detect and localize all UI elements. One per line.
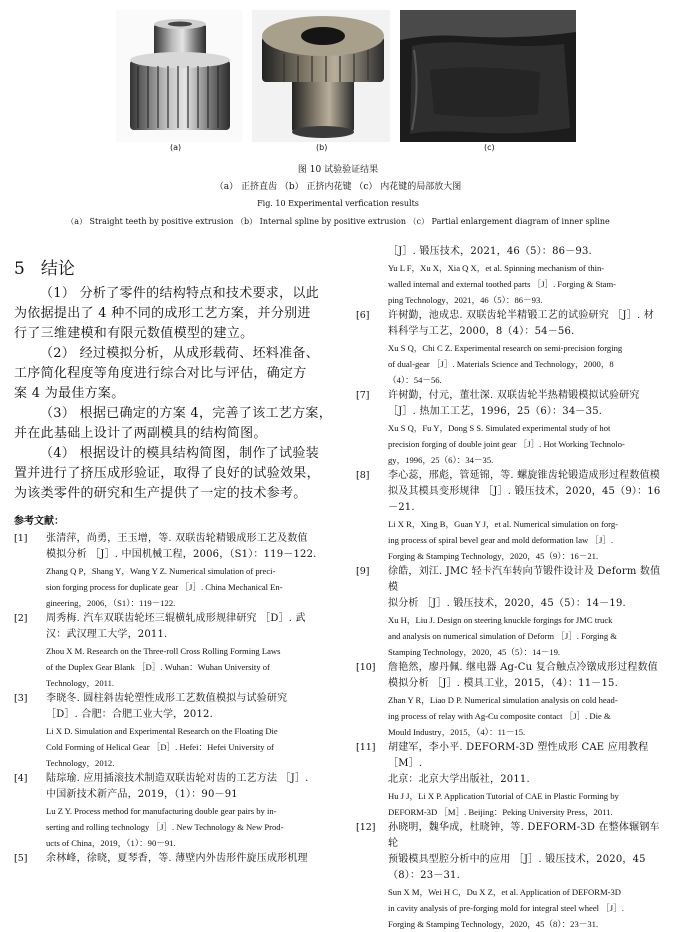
figure-caption-zh: 图 10 试验验证结果 (297, 165, 379, 175)
reference-en (388, 692, 666, 740)
reference-zh-line: 料科学与工艺，2000，8（4）：54－56. (388, 326, 575, 337)
reference-zh-line: 陆琮瑜. 应用插滚技术制造双联齿轮对齿的工艺方法 ［J］. (46, 773, 309, 784)
reference-en-line: precision forging of double joint gear ［J］. Hot Working Technolo- (388, 439, 625, 449)
reference-item (356, 740, 666, 820)
reference-zh-line: 周秀梅. 汽车双联齿轮坯三辊横轧成形规律研究 ［D］. 武 (46, 613, 306, 624)
paragraph-line: 工序简化程度等角度进行综合对比与评估，确定方 (14, 366, 307, 381)
reference-en-line: of dual-gear ［J］. Materials Science and Technology，2000，8 (388, 359, 614, 369)
reference-index: [10] (356, 662, 376, 673)
reference-index: [2] (14, 613, 28, 624)
paragraph-line: （4） 根据设计的模具结构简图，制作了试验装 (40, 446, 320, 461)
reference-en-line: ing process of relay with Ag-Cu composite contact ［J］. Die & (388, 711, 611, 721)
reference-en-line: Mould Industry，2015，（4）：11－15. (388, 727, 526, 737)
reference-en-line: Xu H，Liu J. Design on steering knuckle forgings for JMC truck (388, 615, 613, 625)
conclusion-paragraphs (14, 284, 340, 504)
figure-subcaption-zh: （a） 正挤直齿 （b） 正挤内花键 （c） 内花键的局部放大图 (214, 182, 462, 192)
reference-en-line: Xu S Q，Chi C Z. Experimental research on semi-precision forging (388, 343, 623, 353)
reference-en (388, 884, 666, 932)
reference-index: [7] (356, 390, 370, 401)
reference-item (356, 468, 666, 564)
reference-en-line: Zhang Q P，Shang Y，Wang Y Z. Numerical simulation of preci- (46, 566, 276, 576)
reference-en-line: Li X R，Xing B，Guan Y J，et al. Numerical simulation on forg- (388, 519, 619, 529)
left-column (14, 254, 340, 867)
photo-spline-closeup (400, 10, 576, 142)
reference-index: [6] (356, 310, 370, 321)
reference-index: [9] (356, 566, 370, 577)
reference-zh-line: ［J］. 锻压技术，2021，46（5）：86－93. (388, 246, 592, 257)
reference-zh (388, 308, 666, 340)
reference-en-line: Stamping Technology，2020，45（5）：14－19. (388, 647, 561, 657)
reference-item (356, 660, 666, 740)
photo-straight-teeth (116, 10, 242, 142)
reference-index: [3] (14, 693, 28, 704)
reference-item (14, 531, 340, 611)
paragraph-line: （3） 根据已确定的方案 4，完善了该工艺方案， (40, 406, 333, 421)
reference-index: [4] (14, 773, 28, 784)
paragraph-line: 案 4 为最佳方案。 (14, 386, 125, 401)
reference-zh (388, 740, 666, 788)
reference-zh (388, 660, 666, 692)
reference-item (356, 820, 666, 932)
reference-zh-line: （8）：23－31. (388, 870, 460, 881)
reference-index: [11] (356, 742, 376, 753)
panel-label-b: (b) (316, 143, 328, 152)
reference-en-line: gineering，2006，（S1）：119－122. (46, 598, 176, 608)
reference-en-line: and analysis on numerical simulation of Deform ［J］. Forging & (388, 631, 617, 641)
reference-zh (46, 611, 340, 643)
reference-en (388, 788, 666, 820)
reference-en-line: Technology，2011. (46, 678, 115, 688)
reference-zh (46, 691, 340, 723)
reference-en-line: Li X D. Simulation and Experimental Research on the Floating Die (46, 726, 278, 736)
reference-zh (388, 244, 666, 260)
panel-label-c: (c) (484, 143, 495, 152)
reference-en-line: sion forging process for duplicate gear ［J］. China Mechanical En- (46, 582, 283, 592)
reference-en-line: Hu J J，Li X P. Application Tutorial of CAE in Plastic Forming by (388, 791, 619, 801)
reference-en (46, 563, 340, 611)
reference-item (356, 564, 666, 660)
reference-en (46, 643, 340, 691)
figure-subcaption-en: （a） Straight teeth by positive extrusion （b） Internal spline by positive extrusion （c） Partial enlargement diagram of inner spline (66, 217, 610, 226)
reference-zh (388, 468, 666, 516)
reference-zh (388, 388, 666, 420)
reference-zh-line: 中国新技术新产品，2019，（1）：90－91 (46, 789, 238, 800)
reference-zh (46, 531, 340, 563)
reference-en-line: Forging & Stamping Technology，2020，45（8）：23－31. (388, 919, 599, 929)
reference-zh-line: 许树勤，付元，董壮深. 双联齿轮半热精锻模拟试验研究 (388, 390, 640, 401)
reference-zh (46, 771, 340, 803)
reference-zh-line: ［J］. 热加工工艺，1996，25（6）：34－35. (388, 406, 603, 417)
reference-en-line: Zhan Y R，Liao D P. Numerical simulation analysis on cold head- (388, 695, 618, 705)
reference-index: [1] (14, 533, 28, 544)
conclusion-paragraph (14, 344, 340, 404)
panel-label-a: (a) (170, 143, 182, 152)
reference-zh-line: 孙晓明，魏华成，杜晓钟，等. DEFORM-3D 在整体辗钢车轮 (388, 822, 660, 849)
reference-item (14, 851, 340, 867)
photo-internal-spline (252, 10, 390, 142)
paragraph-line: 为依据提出了 4 种不同的成形工艺方案，并分别进 (14, 306, 311, 321)
reference-index: [8] (356, 470, 370, 481)
references-title: 参考文献： (14, 516, 64, 527)
reference-item (14, 771, 340, 851)
paragraph-line: （1） 分析了零件的结构特点和技术要求，以此 (40, 286, 320, 301)
reference-zh-line: 张清萍，尚勇，王玉增，等. 双联齿轮精锻成形工艺及数值 (46, 533, 308, 544)
conclusion-paragraph (14, 284, 340, 344)
reference-item (14, 611, 340, 691)
reference-en-line: ucts of China，2019，（1）：90－91. (46, 838, 176, 848)
section-heading (14, 254, 340, 284)
reference-en (388, 260, 666, 308)
reference-en-line: of the Duplex Gear Blank ［D］. Wuhan：Wuhan University of (46, 662, 270, 672)
reference-en-line: gy，1996，25（6）：34－35. (388, 455, 494, 465)
reference-en (388, 516, 666, 564)
conclusion-paragraph (14, 444, 340, 504)
reference-item (356, 244, 666, 308)
reference-zh-line: 李晓冬. 圆柱斜齿轮塑性成形工艺数值模拟与试验研究 (46, 693, 288, 704)
reference-en (46, 723, 340, 771)
reference-en-line: Lu Z Y. Process method for manufacturing double gear pairs by in- (46, 806, 277, 816)
reference-en-line: DEFORM-3D ［M］. Beijing：Peking University Press，2011. (388, 807, 613, 817)
reference-zh-line: ［D］. 合肥：合肥工业大学，2012. (46, 709, 214, 720)
reference-zh-line: 胡建军，李小平. DEFORM-3D 塑性成形 CAE 应用教程 ［M］. (388, 742, 649, 769)
paragraph-line: 为该类零件的研究和生产提供了一定的技术参考。 (14, 486, 307, 501)
paragraph-line: 并在此基础上设计了两副模具的结构简图。 (14, 426, 267, 441)
reference-item (14, 691, 340, 771)
reference-zh-line: 拟及其模具变形规律 ［J］. 锻压技术，2020，45（9）：16－21. (388, 486, 661, 513)
reference-zh-line: 徐皓，刘江. JMC 轻卡汽车转向节锻件设计及 Deform 数值模 (388, 566, 661, 593)
reference-en-line: Sun X M，Wei H C，Du X Z，et al. Application of DEFORM-3D (388, 887, 621, 897)
references-left (14, 531, 340, 867)
reference-en-line: Cold Forming of Helical Gear ［D］. Hefei：Hefei University of (46, 742, 274, 752)
reference-en-line: serting and rolling technology ［J］. New Technology & New Prod- (46, 822, 284, 832)
section-number: 5 (14, 259, 25, 279)
reference-index: [12] (356, 822, 376, 833)
reference-zh (388, 820, 666, 884)
reference-en-line: ing process of spiral bevel gear and mold deformation law ［J］. (388, 535, 614, 545)
paragraph-line: 行了三维建模和有限元数值模型的建立。 (14, 326, 254, 341)
reference-index: [5] (14, 853, 28, 864)
references-right (356, 244, 666, 932)
reference-en (388, 420, 666, 468)
reference-zh-line: 余林峰，徐晓，夏琴香，等. 薄壁内外齿形件旋压成形机理 (46, 853, 308, 864)
reference-zh-line: 许树勤，池成忠. 双联齿轮半精锻工艺的试验研究 ［J］. 材 (388, 310, 654, 321)
reference-en-line: （4）：54－56. (388, 375, 442, 385)
reference-en-line: Yu L F，Xu X，Xia Q X，et al. Spinning mechanism of thin- (388, 263, 605, 273)
paragraph-line: （2） 经过模拟分析，从成形载荷、坯料准备、 (40, 346, 320, 361)
figure-caption-en: Fig. 10 Experimental verfication results (257, 199, 419, 208)
reference-zh-line: 模拟分析 ［J］. 模具工业，2015，（4）：11－15. (388, 678, 618, 689)
reference-zh-line: 詹艳然，廖丹佩. 继电器 Ag-Cu 复合触点冷镦成形过程数值 (388, 662, 659, 673)
reference-zh (388, 564, 666, 612)
reference-item (356, 308, 666, 388)
reference-en-line: in cavity analysis of pre-forging mold for integral steel wheel ［J］. (388, 903, 624, 913)
reference-zh-line: 汉：武汉理工大学，2011. (46, 629, 168, 640)
reference-en-line: Zhou X M. Research on the Three-roll Cross Rolling Forming Laws (46, 646, 281, 656)
reference-zh-line: 预锻模具型腔分析中的应用 ［J］. 锻压技术，2020，45 (388, 854, 646, 865)
reference-zh-line: 李心蕊，邢彪，管延锦，等. 螺旋锥齿轮锻造成形过程数值模 (388, 470, 660, 481)
reference-zh (46, 851, 340, 867)
reference-en-line: walled internal and external toothed parts ［J］. Forging & Stam- (388, 279, 617, 289)
reference-en (46, 803, 340, 851)
conclusion-paragraph (14, 404, 340, 444)
paragraph-line: 置并进行了挤压成形验证，取得了良好的试验效果， (14, 466, 320, 481)
right-column (356, 244, 666, 932)
figure-10-photos (116, 10, 576, 142)
reference-en (388, 612, 666, 660)
reference-en-line: Xu S Q，Fu Y，Dong S S. Simulated experimental study of hot (388, 423, 611, 433)
reference-en-line: ping Technology，2021，46（5）：86－93. (388, 295, 543, 305)
reference-en (388, 340, 666, 388)
reference-en-line: Technology，2012. (46, 758, 115, 768)
reference-en-line: Forging & Stamping Technology，2020，45（9）：16－21. (388, 551, 599, 561)
reference-zh-line: 模拟分析 ［J］. 中国机械工程，2006，（S1）：119－122. (46, 549, 317, 560)
reference-zh-line: 拟分析 ［J］. 锻压技术，2020，45（5）：14－19. (388, 598, 626, 609)
reference-zh-line: 北京：北京大学出版社，2011. (388, 774, 530, 785)
reference-item (356, 388, 666, 468)
section-title: 结论 (40, 259, 75, 279)
